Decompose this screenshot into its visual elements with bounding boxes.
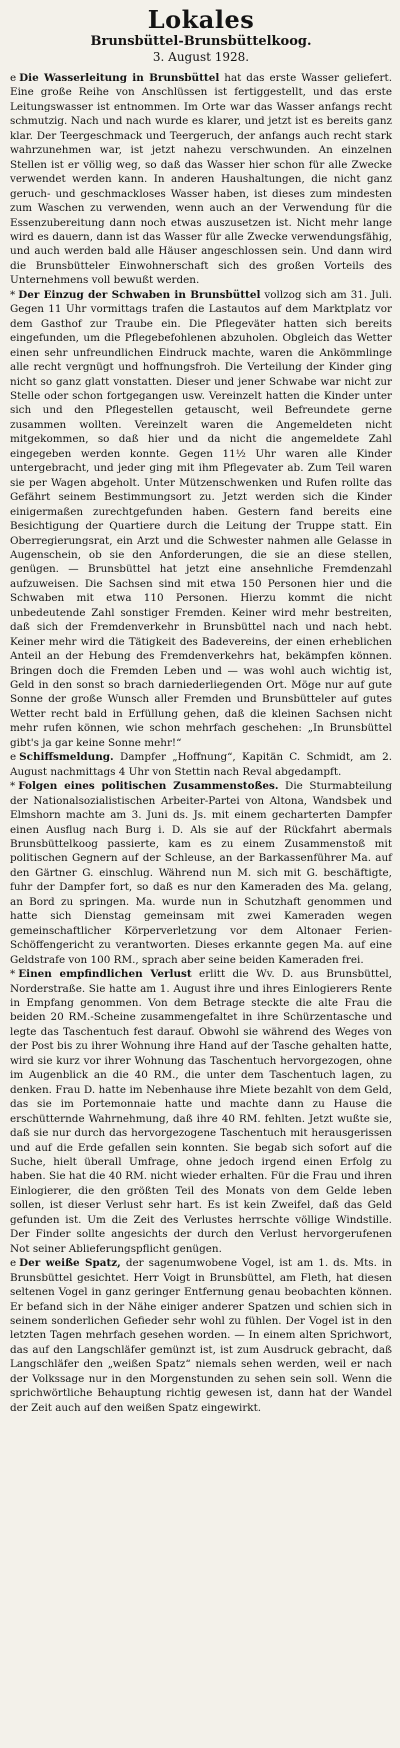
article-marker: e [10, 1257, 17, 1270]
article-body: Dampfer „Hoffnung“, Kapitän C. Schmidt, am 2. August nachmittags 4 Uhr von Stettin nach Reval abgedampft. [10, 751, 392, 778]
masthead [10, 6, 392, 65]
article-headline: Der weiße Spatz, [19, 1257, 121, 1270]
article-body: Die Sturmabteilung der Nationalsozialistischen Arbeiter-Partei von Altona, Wandsbek und Elmshorn machte am 3. Juni ds. Js. mit einem gecharterten Dampfer einen Ausflug nach Burg i. D. Als sie auf der Rückfahrt abermals Brunsbüttelkoog passierte, kam es zu einem Zusammenstoß mit politischen Gegnern auf der Schleuse, an der Barkassenführer Ma. auf den Gärtner G. einschlug. Während nun M. sich mit G. beschäftigte, fuhr der Dampfer fort, so daß es nur den Kameraden des Ma. gelang, an Bord zu springen. Ma. wurde nun in Schutzhaft genommen und hatte sich Dienstag gemeinsam mit zwei Kameraden wegen gemeinschaftlicher Körperverletzung vor dem Altonaer Ferien-Schöffengericht zu verantworten. Dieses erkannte gegen Ma. auf eine Geldstrafe von 100 RM., sprach aber seine beiden Kameraden frei. [10, 780, 392, 966]
article-marker: e [10, 751, 17, 764]
article-headline: Einen empfindlichen Verlust [18, 968, 192, 981]
article-white-sparrow [10, 1256, 392, 1415]
article-headline: Schiffsmeldung. [19, 751, 114, 764]
section-heading: Lokales [147, 5, 255, 34]
article-marker: e [10, 72, 17, 84]
article-water-supply [10, 71, 392, 288]
article-marker: * [10, 288, 16, 301]
article-political-clash [10, 779, 392, 967]
article-body: erlitt die Wv. D. aus Brunsbüttel, Norderstraße. Sie hatte am 1. August ihre und ihres Einlogierers Rente in Empfang genommen. Von dem Betrage steckte die alte Frau die beiden 20 RM.-Scheine zusammengefaltet in ihre Schürzentasche und legte das Taschentuch fest darauf. Obwohl sie während des Weges von der Post bis zu ihrer Wohnung ihre Hand auf der Tasche gehalten hatte, wird sie kurz vor ihrer Wohnung das Taschentuch hervorgezogen, ohne im Augenblick an die 40 RM., die unter dem Taschentuch lagen, zu denken. Frau D. hatte im Nebenhause ihre Miete bezahlt von dem Geld, das sie im Portemonnaie hatte und machte dann zu Hause die erschütternde Wahrnehmung, daß ihre 40 RM. fehlten. Jetzt wußte sie, daß sie nur durch das hervorgezogene Taschentuch mit herausgerissen und auf die Erde gefallen sein konnten. Sie begab sich sofort auf die Suche, hielt überall Umfrage, ohne jedoch irgend einen Erfolg zu haben. Sie hat die 40 RM. nicht wieder erhalten. Für die Frau und ihren Einlogierer, die den größten Teil des Monats von dem Gelde leben sollen, ist dieser Verlust sehr hart. Es ist kein Zweifel, daß das Geld gefunden ist. Um die Zeit des Verlustes herrschte völlige Windstille. Der Finder sollte angesichts der durch den Verlust hervorgerufenen Not seiner Ablieferungspflicht genügen. [10, 968, 392, 1255]
article-marker: * [10, 968, 16, 981]
issue-date: 3. August 1928. [152, 50, 250, 64]
article-body: hat das erste Wasser geliefert. Eine große Reihe von Anschlüssen ist fertiggestellt, und das erste Leitungswasser ist entnommen. Im Orte war das Wasser anfangs recht schmutzig. Nach und nach wurde es klarer, und jetzt ist es bereits ganz klar. Der Teergeschmack und Teergeruch, der anfangs auch recht stark wahrzunehmen war, ist jetzt nahezu verschwunden. An einzelnen Stellen ist er völlig weg, so daß das Wasser hier schon für alle Zwecke verwendet werden kann. In anderen Haushaltungen, die nicht ganz geruch- und geschmackloses Wasser haben, ist dieses zum mindesten zum Waschen zu verwenden, wenn auch an der Verwendung für die Essenzubereitung dann noch etwas auszusetzen ist. Nicht mehr lange wird es dauern, dann ist das Wasser für alle Zwecke verwendungsfähig, und auch werden bald alle Häuser angeschlossen sein. Und dann wird die Brunsbütteler Einwohnerschaft sich des großen Vorteils des Unternehmens voll bewußt werden. [10, 72, 392, 287]
article-swabian-arrival [10, 288, 392, 751]
article-headline: Folgen eines politischen Zusammenstoßes. [18, 780, 279, 793]
article-headline: Die Wasserleitung in Brunsbüttel [19, 72, 220, 84]
article-marker: * [10, 780, 16, 793]
article-body: der sagenumwobene Vogel, ist am 1. ds. Mts. in Brunsbüttel gesichtet. Herr Voigt in Brunsbüttel, am Fleth, hat diesen seltenen Vogel in ganz geringer Entfernung genau beobachten können. Er befand sich in der Nähe einiger anderer Spatzen und schien sich in seinem sonderlichen Gefieder sehr wohl zu fühlen. Der Vogel ist in den letzten Tagen mehrfach gesehen worden. — In einem alten Sprichwort, das auf den Langschläfer gemünzt ist, ist zum Ausdruck gebracht, daß Langschläfer den „weißen Spatz“ niemals sehen werden, weil er nach der Volkssage nur in den Morgenstunden zu sehen sein soll. Wenn die sprichwörtliche Behauptung richtig gewesen ist, dann hat der Wandel der Zeit auch auf den weißen Spatz eingewirkt. [10, 1257, 392, 1414]
article-ship-report [10, 750, 392, 779]
article-body: vollzog sich am 31. Juli. Gegen 11 Uhr vormittags trafen die Lastautos auf dem Marktplatz vor dem Gasthof zur Traube ein. Die Pflegeväter hatten sich bereits eingefunden, um die Pflegebefohlenen abzuholen. Obgleich das Wetter einen sehr unfreundlichen Eindruck machte, waren die Ankömmlinge alle recht vergnügt und hoffnungsfroh. Die Verteilung der Kinder ging nicht so ganz glatt vonstatten. Dieser und jener Schwabe war nicht zur Stelle oder schon fortgegangen usw. Vereinzelt hatten die Kinder unter sich und den Pflegestellen getauscht, weil Befreundete gerne zusammen wollten. Vereinzelt waren die Angemeldeten nicht mitgekommen, so daß hier und da nicht die angemeldete Zahl eingegeben werden konnte. Gegen 11½ Uhr waren alle Kinder untergebracht, und jeder ging mit ihm Pflegevater ab. Zum Teil waren sie per Wagen abgeholt. Unter Mützenschwenken und Rufen rollte das Gefährt seinem Bestimmungsort zu. Jetzt werden sich die Kinder einigermaßen zurechtgefunden haben. Gestern fand bereits eine Besichtigung der Quartiere durch die Leitung der Truppe statt. Ein Oberregierungsrat, ein Arzt und die Schwester nahmen alle Gelasse in Augenschein, ob sie den Anforderungen, die sie an diese stellen, genügen. — Brunsbüttel hat jetzt eine ansehnliche Fremdenzahl aufzuweisen. Die Sachsen sind mit etwa 150 Personen hier und die Schwaben mit etwa 110 Personen. Hierzu kommt die nicht unbedeutende Zahl sonstiger Fremden. Keiner wird mehr bestreiten, daß sich der Fremdenverkehr in Brunsbüttel nach und nach hebt. Keiner mehr wird die Tätigkeit des Badevereins, der einen erheblichen Anteil an der Hebung des Fremdenverkehrs hat, bekämpfen können. Bringen doch die Fremden Leben und — was wohl auch wichtig ist, Geld in den sonst so brach darniederliegenden Ort. Möge nur auf gute Sonne der große Wunsch aller Fremden und Brunsbütteler auf gutes Wetter recht bald in Erfüllung gehen, daß die kleinen Sachsen nicht mehr rufen können, wie schon mehrfach geschehen: „In Brunsbüttel gibt's ja gar keine Sonne mehr!“ [10, 288, 392, 749]
article-lost-money [10, 967, 392, 1256]
section-subheading: Brunsbüttel-Brunsbüttelkoog. [90, 34, 312, 49]
article-headline: Der Einzug der Schwaben in Brunsbüttel [18, 288, 261, 301]
